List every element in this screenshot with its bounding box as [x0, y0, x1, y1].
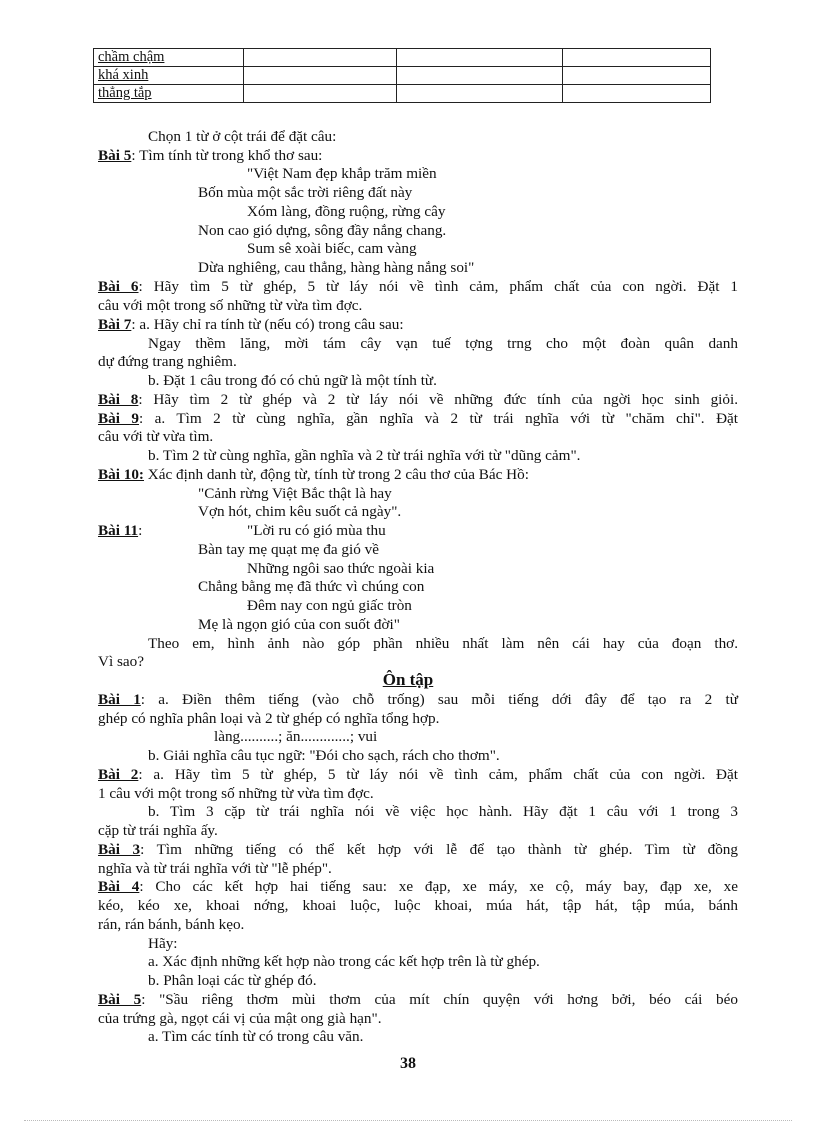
text-line: làng..........; ăn.............; vui: [214, 728, 378, 745]
table-row: [94, 49, 711, 67]
text-line: b. Tìm 2 từ cùng nghĩa, gần nghĩa và 2 từ trái nghĩa với từ "dũng cảm".: [148, 447, 581, 464]
poem-line: "Việt Nam đẹp khắp trăm miền: [247, 165, 437, 182]
exercise-7: [98, 315, 738, 334]
text-line: Chọn 1 từ ở cột trái để đặt câu:: [148, 128, 337, 145]
text-line: Vì sao?: [98, 653, 144, 670]
text-line: nghĩa và từ trái nghĩa với từ "lễ phép".: [98, 860, 332, 877]
page-number: 38: [400, 1055, 416, 1072]
exercise-label: Bài 11: [98, 522, 139, 539]
text-line: Hãy:: [148, 935, 178, 952]
word-table: [93, 48, 711, 103]
table-cell: [563, 49, 711, 67]
poem-line: Xóm làng, đồng ruộng, rừng cây: [247, 203, 446, 220]
exercise-9: [98, 409, 738, 428]
exercise-label: Bài 5: [98, 147, 132, 164]
text-line: b. Giải nghĩa câu tục ngữ: "Đói cho sạch, rách cho thơm".: [148, 747, 500, 764]
text-line: Theo em, hình ảnh nào góp phần nhiều nhất làm nên cái hay của đoạn thơ.: [148, 635, 738, 652]
exercise-label: Bài 5: [98, 991, 142, 1008]
text-line: của trứng gà, ngọt cái vị của mật ong già hạn".: [98, 1010, 382, 1027]
text-line: b. Tìm 3 cặp từ trái nghĩa nói về việc học hành. Hãy đặt 1 câu với 1 trong 3: [148, 803, 738, 820]
poem-line: "Lời ru có gió mùa thu: [247, 522, 386, 539]
table-cell: [563, 67, 711, 85]
exercise-11: [98, 521, 738, 540]
table-cell: [397, 49, 563, 67]
text-line: : Cho các kết hợp hai tiếng sau: xe đạp, xe máy, xe cộ, máy bay, đạp xe, xe: [139, 878, 738, 895]
section-heading: Ôn tập: [382, 670, 434, 689]
table-row: [94, 67, 711, 85]
exercise-8: [98, 390, 738, 409]
exercise-label: Bài 7: [98, 316, 132, 333]
exercise-label: Bài 4: [98, 878, 140, 895]
table-cell: [244, 49, 397, 67]
table-cell: [397, 67, 563, 85]
text-line: : Hãy tìm 5 từ ghép, 5 từ láy nói về tình cảm, phẩm chất của con ngời. Đặt 1: [138, 278, 738, 295]
table-cell: khá xinh: [94, 67, 244, 85]
text-line: rán, rán bánh, bánh kẹo.: [98, 916, 245, 933]
exercise-label: Bài 10:: [98, 466, 144, 483]
text-line: cặp từ trái nghĩa ấy.: [98, 822, 218, 839]
poem-line: Sum sê xoài biếc, cam vàng: [247, 240, 417, 257]
text-line: : a. Hãy tìm 5 từ ghép, 5 từ láy nói về tình cảm, phẩm chất của con ngời. Đặt: [138, 766, 738, 783]
poem-line: Chẳng bằng mẹ đã thức vì chúng con: [198, 578, 425, 595]
poem-line: Non cao gió dựng, sông đầy nắng chang.: [198, 222, 447, 239]
text-line: Xác định danh từ, động từ, tính từ trong 2 câu thơ của Bác Hồ:: [144, 466, 529, 483]
review-exercise-5: [98, 990, 738, 1009]
poem-line: Đêm nay con ngủ giấc tròn: [247, 597, 412, 614]
text-line: Ngay thềm lăng, mời tám cây vạn tuế tợng trng cho một đoàn quân danh: [148, 335, 738, 352]
exercise-label: Bài 6: [98, 278, 139, 295]
table-cell: [244, 67, 397, 85]
poem-line: Dừa nghiêng, cau thẳng, hàng hàng nắng soi": [198, 259, 475, 276]
exercise-5: [98, 146, 738, 165]
text-line: kéo, kéo xe, khoai nớng, khoai luộc, luộc khoai, múa hát, tập hát, tập múa, bánh: [98, 897, 738, 914]
text-line: b. Đặt 1 câu trong đó có chủ ngữ là một tính từ.: [148, 372, 437, 389]
table-cell: chầm chậm: [94, 49, 244, 67]
exercise-label: Bài 9: [98, 410, 139, 427]
exercise-10: [98, 465, 738, 484]
text-line: 1 câu với một trong số những từ vừa tìm đợc.: [98, 785, 374, 802]
text-line: câu với một trong số những từ vừa tìm đợc.: [98, 297, 363, 314]
text-line: a. Tìm các tính từ có trong câu văn.: [148, 1028, 364, 1045]
poem-line: Bàn tay mẹ quạt mẹ đa gió về: [198, 541, 379, 558]
table-cell: [244, 85, 397, 103]
text-line: a. Xác định những kết hợp nào trong các kết hợp trên là từ ghép.: [148, 953, 540, 970]
exercise-label: Bài 1: [98, 691, 141, 708]
text-line: câu với từ vừa tìm.: [98, 428, 214, 445]
text-line: : Tìm những tiếng có thể kết hợp với lễ để tạo thành từ ghép. Tìm từ đồng: [140, 841, 738, 858]
text-line: : a. Hãy chỉ ra tính từ (nếu có) trong câu sau:: [131, 316, 404, 333]
table-cell: [563, 85, 711, 103]
text-line: : Tìm tính từ trong khổ thơ sau:: [131, 147, 323, 164]
poem-line: Bốn mùa một sắc trời riêng đất này: [198, 184, 413, 201]
table-cell: thẳng tắp: [94, 85, 244, 103]
exercise-label: Bài 8: [98, 391, 139, 408]
exercise-label: Bài 3: [98, 841, 141, 858]
review-exercise-4: [98, 877, 738, 896]
poem-line: "Cảnh rừng Việt Bắc thật là hay: [198, 485, 392, 502]
review-exercise-1: [98, 690, 738, 709]
text-line: b. Phân loại các từ ghép đó.: [148, 972, 317, 989]
page-bottom-divider: [24, 1120, 792, 1121]
review-exercise-2: [98, 765, 738, 784]
poem-line: Mẹ là ngọn gió của con suốt đời": [198, 616, 400, 633]
exercise-label: Bài 2: [98, 766, 139, 783]
text-line: ghép có nghĩa phân loại và 2 từ ghép có nghĩa tổng hợp.: [98, 710, 440, 727]
text-line: dự đứng trang nghiêm.: [98, 353, 237, 370]
exercise-6: [98, 277, 738, 296]
table-cell: [397, 85, 563, 103]
text-line: : "Sầu riêng thơm mùi thơm của mít chín quyện với hơng bởi, béo cái béo: [141, 991, 738, 1008]
poem-line: Vợn hót, chim kêu suốt cả ngày".: [198, 503, 402, 520]
text-line: :: [138, 522, 143, 539]
text-line: : a. Điền thêm tiếng (vào chỗ trống) sau mỗi tiếng dới đây để tạo ra 2 từ: [140, 691, 738, 708]
text-line: : Hãy tìm 2 từ ghép và 2 từ láy nói về những đức tính của ngời học sinh giỏi.: [138, 391, 739, 408]
table-row: [94, 85, 711, 103]
text-line: : a. Tìm 2 từ cùng nghĩa, gần nghĩa và 2 từ trái nghĩa với từ "chăm chỉ". Đặt: [139, 410, 738, 427]
review-exercise-3: [98, 840, 738, 859]
poem-line: Những ngôi sao thức ngoài kia: [247, 560, 435, 577]
